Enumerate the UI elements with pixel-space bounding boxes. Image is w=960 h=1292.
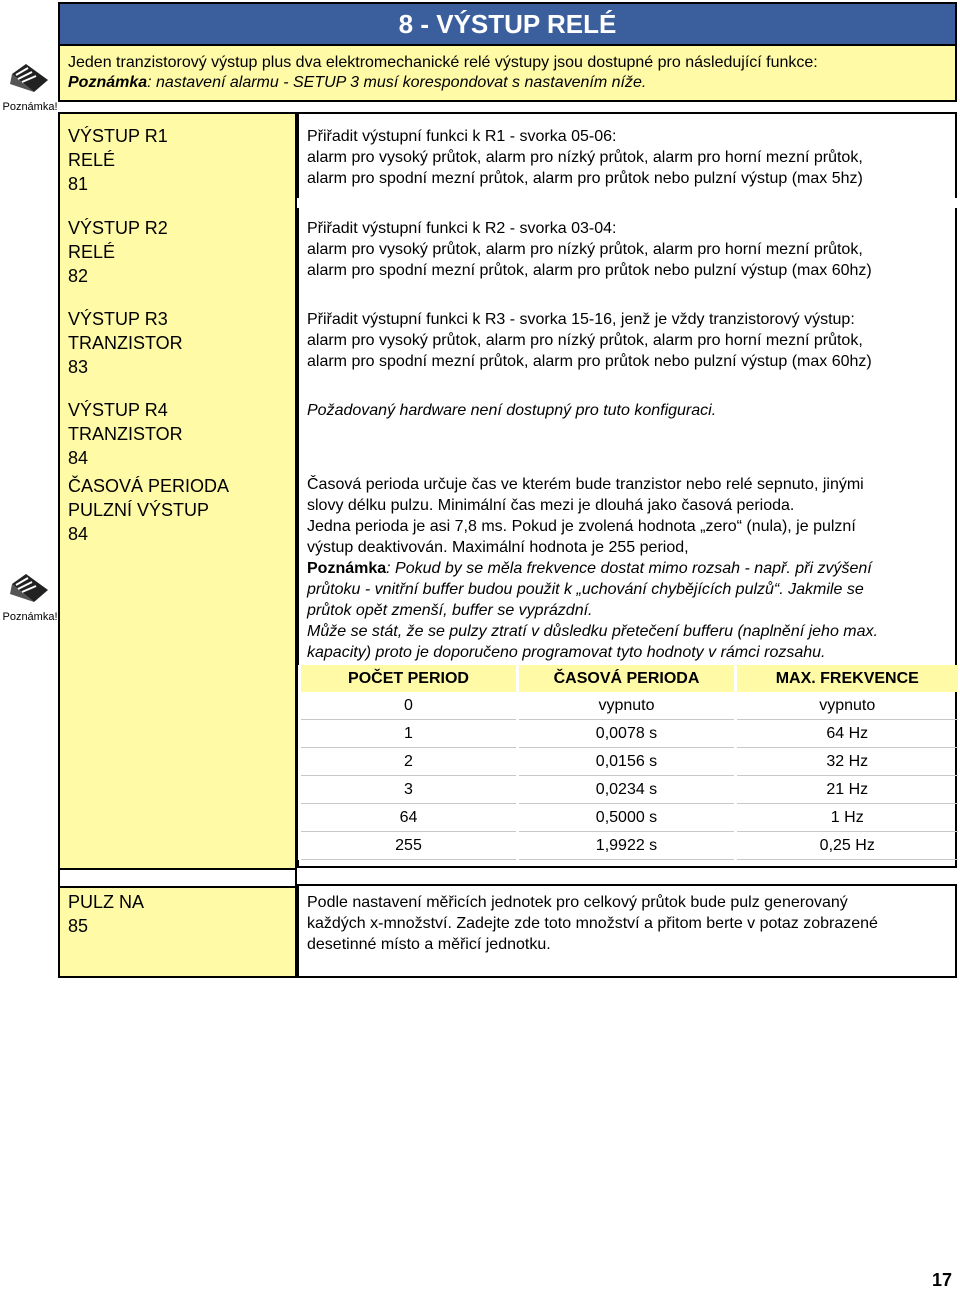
period-description: Časová perioda určuje čas ve kterém bude tranzistor nebo relé sepnuto, jinými slovy délku pulzu. Minimální čas mezi je dlouhá jako časová perioda. Jedna perioda je asi 7,8 ms. Pokud je zvolená hodnota „zero“ (nula), je pulzní výstup deaktivován. Maximální hodnota je 255 period, Poznámka: Pokud by se měla frekvence dostat mimo rozsah - např. při zvýšení průtoku - vnitřní buffer budou použit k „uchování chybějících pulzů“. Jakmile se průtok opět zmenší, buffer se vyprázdní. Může se stát, že se pulzy ztratí v důsledku přetečení bufferu (naplnění jeho max. kapacity) proto je doporučeno programovat tyto hodnoty v rámci rozsahu. bbox=[307, 476, 878, 661]
table-row: 3 0,0234 s 21 Hz bbox=[300, 776, 958, 804]
label-period: ČASOVÁ PERIODA PULZNÍ VÝSTUP 84 bbox=[68, 476, 230, 544]
r3-description: Přiřadit výstupní funkci k R3 - svorka 15-16, jenž je vždy tranzistorový výstup: alarm pro vysoký průtok, alarm pro nízký průtok, alarm pro horní mezní průtok, alarm pro spodní mezní průtok, alarm pro průtok nebo pulzní výstup (max 60hz) bbox=[307, 311, 872, 370]
note-marker-top bbox=[2, 60, 58, 113]
pencil-note-icon bbox=[8, 60, 52, 96]
pulse-content bbox=[297, 884, 957, 978]
label-pulse: PULZ NA 85 bbox=[68, 892, 145, 936]
intro-box bbox=[58, 46, 957, 102]
pencil-note-icon bbox=[8, 570, 52, 606]
intro-note-bold: Poznámka bbox=[68, 74, 148, 91]
table-header: ČASOVÁ PERIODA bbox=[518, 665, 736, 692]
section-title: 8 - VÝSTUP RELÉ bbox=[398, 9, 617, 39]
table-row: 0 vypnuto vypnuto bbox=[300, 692, 958, 720]
label-r2: VÝSTUP R2 RELÉ 82 bbox=[68, 218, 168, 286]
intro-line-2 bbox=[68, 73, 818, 93]
intro-note-rest: : nastavení alarmu - SETUP 3 musí korespondovat s nastavením níže. bbox=[147, 74, 647, 91]
table-row: 1 0,0078 s 64 Hz bbox=[300, 720, 958, 748]
r4-description: Požadovaný hardware není dostupný pro tuto konfiguraci. bbox=[307, 402, 717, 419]
r2-description: Přiřadit výstupní funkci k R2 - svorka 03-04: alarm pro vysoký průtok, alarm pro nízký průtok, alarm pro horní mezní průtok, alarm pro spodní mezní průtok, alarm pro průtok nebo pulzní výstup (max 60hz) bbox=[307, 220, 872, 279]
table-row: 255 1,9922 s 0,25 Hz bbox=[300, 832, 958, 860]
table-header: MAX. FREKVENCE bbox=[736, 665, 958, 692]
table-header: POČET PERIOD bbox=[300, 665, 518, 692]
label-r3: VÝSTUP R3 TRANZISTOR 83 bbox=[68, 309, 183, 377]
section-header bbox=[58, 2, 957, 46]
label-r1: VÝSTUP R1 RELÉ 81 bbox=[68, 126, 168, 194]
period-table bbox=[298, 665, 958, 860]
page-number: 17 bbox=[931, 1270, 952, 1290]
intro-line-1: Jeden tranzistorový výstup plus dva elektromechanické relé výstupy jsou dostupné pro následující funkce: bbox=[68, 54, 818, 71]
label-column bbox=[58, 112, 297, 978]
note-label-top: Poznámka! bbox=[2, 101, 58, 113]
label-r4: VÝSTUP R4 TRANZISTOR 84 bbox=[68, 400, 183, 468]
r1-description: Přiřadit výstupní funkci k R1 - svorka 05-06: alarm pro vysoký průtok, alarm pro nízký průtok, alarm pro horní mezní průtok, alarm pro spodní mezní průtok, alarm pro průtok nebo pulzní výstup (max 5hz) bbox=[307, 128, 863, 187]
table-header-row bbox=[300, 665, 958, 692]
note-marker-bottom bbox=[2, 570, 58, 623]
table-row: 2 0,0156 s 32 Hz bbox=[300, 748, 958, 776]
note-label-bottom: Poznámka! bbox=[2, 611, 58, 623]
pulse-description: Podle nastavení měřicích jednotek pro celkový průtok bude pulz generovaný každých x-množství. Zadejte zde toto množství a přitom berte v potaz zobrazené desetinné místo a měřicí jednotku. bbox=[307, 894, 878, 953]
table-row: 64 0,5000 s 1 Hz bbox=[300, 804, 958, 832]
